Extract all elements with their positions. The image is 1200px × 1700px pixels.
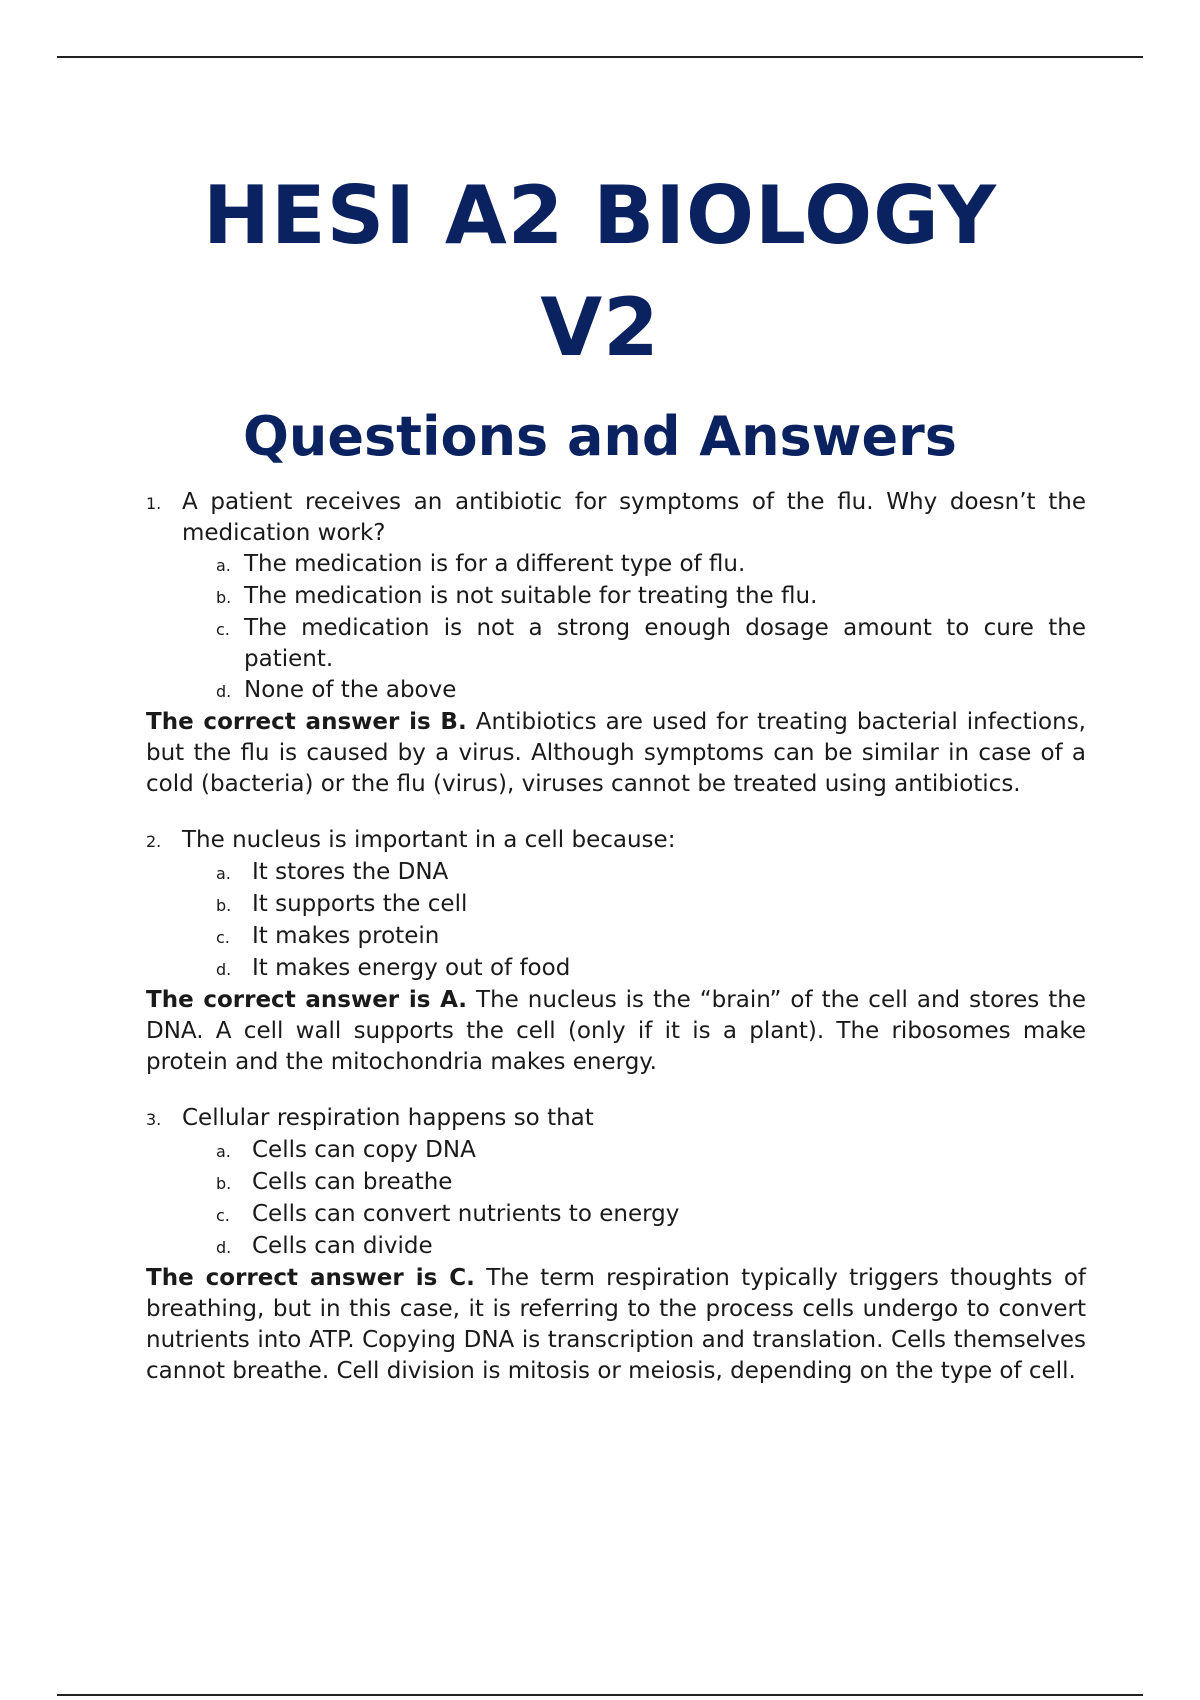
- option-text: Cells can convert nutrients to energy: [252, 1201, 680, 1227]
- option-letter: b.: [216, 1174, 232, 1193]
- option-list: [216, 857, 1086, 985]
- option-text: The medication is for a different type of flu.: [244, 551, 746, 577]
- option-text: Cells can copy DNA: [252, 1137, 476, 1163]
- option-text: It supports the cell: [252, 891, 468, 917]
- document-title-line2: V2: [540, 281, 660, 374]
- option-text: Cells can divide: [252, 1233, 433, 1259]
- option: [216, 1167, 1086, 1199]
- option: [216, 613, 1086, 675]
- question-number: 2.: [146, 832, 162, 851]
- option-text: It stores the DNA: [252, 859, 449, 885]
- answer-lead: The correct answer is C.: [146, 1265, 475, 1291]
- question-number: 1.: [146, 494, 162, 513]
- option-text: It makes energy out of food: [252, 955, 571, 981]
- answer-explanation: [146, 985, 1086, 1078]
- option: [216, 549, 1086, 581]
- answer-text: The nucleus is the “brain” of the cell and stores the DNA. A cell wall supports the cell (only if it is a plant). The ribosomes make protein and the mitochondria makes energy.: [146, 987, 1086, 1075]
- question: [146, 1103, 1086, 1135]
- option: [216, 1199, 1086, 1231]
- question-text: Cellular respiration happens so that: [182, 1105, 594, 1131]
- answer-explanation: [146, 707, 1086, 800]
- answer-lead: The correct answer is B.: [146, 709, 467, 735]
- option-letter: b.: [216, 896, 232, 915]
- option: [216, 921, 1086, 953]
- option-text: The medication is not suitable for treating the flu.: [244, 583, 818, 609]
- option-letter: c.: [216, 1206, 230, 1225]
- questions-content: [146, 487, 1086, 1387]
- option: [216, 1231, 1086, 1263]
- option-letter: d.: [216, 1238, 232, 1257]
- option-letter: a.: [216, 864, 231, 883]
- option-list: [216, 549, 1086, 707]
- question: [146, 487, 1086, 549]
- option-text: The medication is not a strong enough dosage amount to cure the patient.: [244, 615, 1086, 672]
- option-letter: b.: [216, 588, 232, 607]
- option-letter: c.: [216, 620, 230, 639]
- option-list: [216, 1135, 1086, 1263]
- title-block: [0, 160, 1200, 472]
- question: [146, 825, 1086, 857]
- option: [216, 953, 1086, 985]
- question-block: [146, 825, 1086, 1078]
- option-letter: c.: [216, 928, 230, 947]
- question-text: The nucleus is important in a cell because:: [182, 827, 676, 853]
- option-text: Cells can breathe: [252, 1169, 453, 1195]
- bottom-rule: [57, 1694, 1143, 1696]
- option: [216, 675, 1086, 707]
- question-block: [146, 487, 1086, 800]
- option-text: None of the above: [244, 677, 457, 703]
- document-title-line1: HESI A2 BIOLOGY: [203, 169, 997, 262]
- option: [216, 1135, 1086, 1167]
- top-rule: [57, 56, 1143, 58]
- question-block: [146, 1103, 1086, 1387]
- option: [216, 889, 1086, 921]
- option-text: It makes protein: [252, 923, 440, 949]
- document-subtitle: Questions and Answers: [243, 405, 957, 468]
- option-letter: a.: [216, 1142, 231, 1161]
- answer-explanation: [146, 1263, 1086, 1387]
- answer-text: The term respiration typically triggers thoughts of breathing, but in this case, it is referring to the process cells undergo to convert nutrients into ATP. Copying DNA is transcription and translation. Cells themselves cannot breathe. Cell division is mitosis or meiosis, depending on the type of cell.: [146, 1265, 1086, 1384]
- option: [216, 857, 1086, 889]
- question-number: 3.: [146, 1110, 162, 1129]
- answer-text: Antibiotics are used for treating bacterial infections, but the flu is caused by a virus. Although symptoms can be similar in case of a cold (bacteria) or the flu (virus), viruses cannot be treated using antibiotics.: [146, 709, 1086, 797]
- question-text: A patient receives an antibiotic for symptoms of the flu. Why doesn’t the medication work?: [182, 489, 1086, 546]
- option-letter: d.: [216, 960, 232, 979]
- option-letter: d.: [216, 682, 232, 701]
- option-letter: a.: [216, 556, 231, 575]
- option: [216, 581, 1086, 613]
- answer-lead: The correct answer is A.: [146, 987, 468, 1013]
